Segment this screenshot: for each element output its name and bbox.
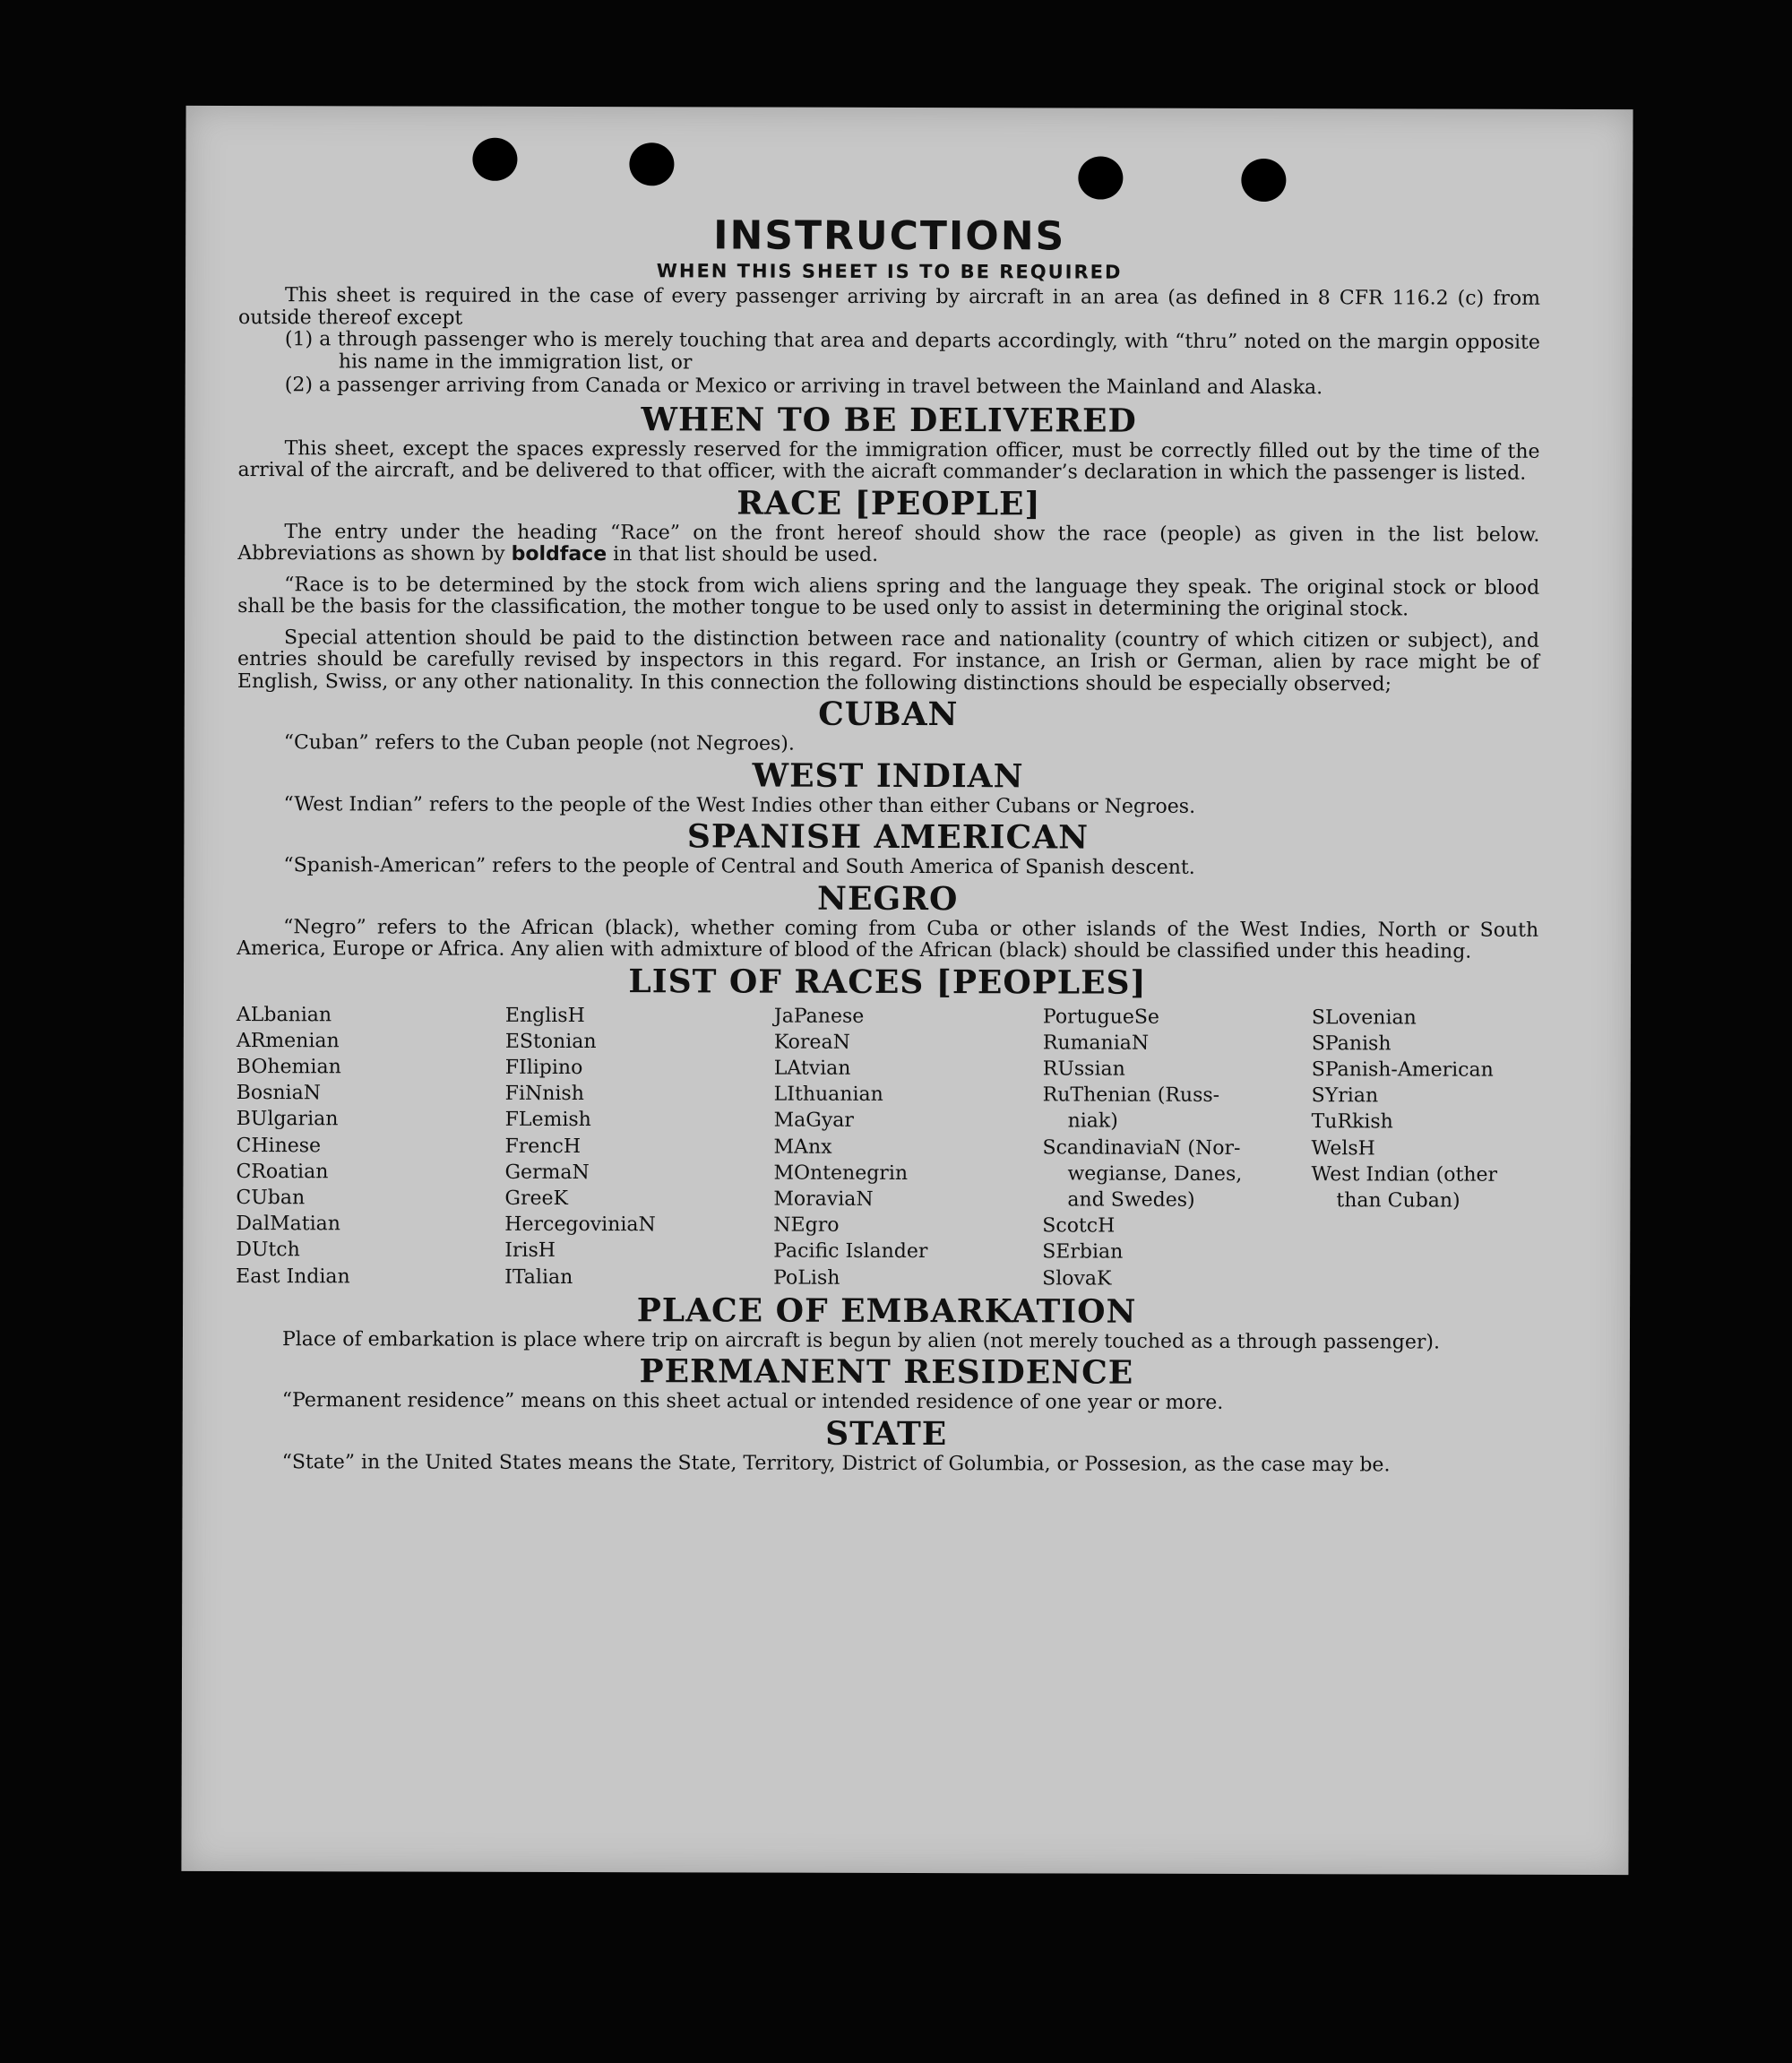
intro-paragraph: This sheet is required in the case of every passenger arriving by aircraft in an area (as defined in 8 CFR 116.2 (c) from outside thereof except [237, 284, 1541, 330]
race-entry: CHinese [236, 1134, 322, 1157]
race-entry: MAnx [773, 1135, 832, 1159]
permanent-residence-text: “Permanent residence” means on this sheet actual or intended residence of one year or more. [281, 1389, 1224, 1415]
race-entry: MOntenegrin [773, 1161, 909, 1185]
race-entry: SErbian [1042, 1240, 1124, 1264]
west-indian-text: “West Indian” refers to the people of the West Indies other than either Cubans or Negroes. [283, 792, 1196, 818]
race-entry: West Indian (other [1311, 1162, 1498, 1187]
race-entry: TuRkish [1311, 1110, 1393, 1134]
when-delivered-text: This sheet, except the spaces expressly reserved for the immigration officer, must be correctly filled out by the time of the arrival of the aircraft, and be delivered to that officer, with the aicraft commander’s declaration in which the passenger is listed. [237, 436, 1540, 485]
exception-number: (2) [284, 374, 313, 397]
race-entry: RUssian [1042, 1057, 1125, 1081]
exception-text: a passenger arriving from Canada or Mexico or arriving in travel between the Mainland and Alaska. [318, 374, 1323, 400]
section-heading-permanent-residence: PERMANENT RESIDENCE [639, 1352, 1134, 1392]
race-entry: GreeK [504, 1187, 569, 1210]
section-heading-spanish-american: SPANISH AMERICAN [686, 817, 1090, 857]
race-entry: DalMatian [236, 1213, 340, 1236]
race-entry: BosniaN [236, 1082, 322, 1105]
race-p1-text: The entry under the heading “Race” on the front hereof should show the race (people) as given in the list below. Abbreviations as shown by [237, 520, 1540, 565]
race-entry: SPanish [1311, 1032, 1391, 1056]
races-list [236, 1002, 1538, 1293]
section-heading-negro: NEGRO [817, 879, 959, 918]
exception-number: (1) [284, 328, 314, 351]
race-entry: CUban [236, 1186, 306, 1210]
race-entry: RumaniaN [1042, 1032, 1150, 1055]
race-entry: wegianse, Danes, [1067, 1162, 1243, 1186]
race-entry: ScandinaviaN (Nor- [1042, 1135, 1241, 1160]
exception-item [284, 374, 1540, 400]
race-entry: than Cuban) [1336, 1189, 1460, 1213]
race-entry: SlovaK [1042, 1266, 1112, 1290]
races-column [773, 1003, 1043, 1291]
punch-hole [629, 142, 674, 186]
section-heading-embarkation: PLACE OF EMBARKATION [636, 1290, 1137, 1331]
race-entry: MoraviaN [773, 1187, 874, 1211]
spanish-american-text: “Spanish-American” refers to the people of Central and South America of Spanish descent. [283, 854, 1195, 879]
race-entry: HercegoviniaN [504, 1213, 656, 1237]
section-heading-when-delivered: WHEN TO BE DELIVERED [641, 400, 1137, 440]
race-entry: Pacific Islander [773, 1239, 928, 1264]
race-entry: MaGyar [773, 1109, 854, 1133]
race-entry: PoLish [773, 1266, 840, 1290]
race-paragraph-2: “Race is to be determined by the stock from wich aliens spring and the language they speak. The original stock or blood shall be the basis for the classification, the mother tongue to be used only to assist in determining the original stock. [237, 573, 1540, 621]
races-column [1042, 1004, 1312, 1292]
races-column [504, 1002, 774, 1290]
race-entry: GermaN [504, 1161, 590, 1184]
race-p1-text-end: in that list should be used. [613, 543, 879, 566]
races-column [236, 1002, 505, 1290]
race-entry: LAtvian [773, 1057, 851, 1080]
exception-text: a through passenger who is merely touching that area and departs accordingly, with “thru” noted on the margin opposite his name in the immigration list, or [319, 328, 1540, 374]
document-sheet [181, 106, 1633, 1875]
race-entry: SLovenian [1311, 1006, 1417, 1029]
negro-text: “Negro” refers to the African (black), whether coming from Cuba or other islands of the West Indies, North or South America, Europe or Africa. Any alien with admixture of blood of the African (black) should be classified under this heading. [237, 915, 1539, 963]
race-entry: FiNnish [504, 1082, 584, 1106]
section-heading-race: RACE [PEOPLE] [737, 484, 1041, 522]
race-entry: and Swedes) [1067, 1188, 1195, 1212]
page-title: INSTRUCTIONS [713, 212, 1066, 260]
race-entry: BUlgarian [236, 1108, 339, 1131]
race-entry: KoreaN [773, 1031, 850, 1054]
cuban-text: “Cuban” refers to the Cuban people (not Negroes). [283, 731, 795, 755]
race-entry: NEgro [773, 1213, 840, 1237]
race-entry: IrisH [504, 1239, 556, 1263]
embarkation-text: Place of embarkation is place where trip on aircraft is begun by alien (not merely touched as a through passenger). [281, 1327, 1441, 1354]
punch-hole [1078, 156, 1123, 199]
race-entry: FrencH [504, 1135, 582, 1158]
race-p1-bold: boldface [511, 542, 607, 566]
punch-hole [1241, 159, 1286, 202]
race-paragraph-1 [237, 522, 1539, 569]
section-heading-cuban: CUBAN [818, 695, 959, 734]
state-text: “State” in the United States means the State, Territory, District of Golumbia, or Possesion, as the case may be. [281, 1450, 1391, 1477]
document-body [236, 213, 1541, 1477]
race-entry: RuThenian (Russ- [1042, 1083, 1220, 1108]
race-entry: ITalian [504, 1265, 573, 1289]
race-entry: ARmenian [236, 1029, 340, 1053]
punch-hole [472, 138, 517, 181]
race-entry: SPanish-American [1311, 1058, 1494, 1082]
race-entry: DUtch [236, 1239, 300, 1262]
race-entry: EStonian [504, 1030, 597, 1053]
race-paragraph-3: Special attention should be paid to the distinction between race and nationality (country of which citizen or subject), and entries should be carefully revised by inspectors in this regard. For instance, an Irish or German, alien by race might be of English, Swiss, or any other nationality. In this connection the following distinctions should be especially observed; [237, 626, 1540, 695]
race-entry: CRoatian [236, 1160, 329, 1184]
page-subtitle: WHEN THIS SHEET IS TO BE REQUIRED [656, 260, 1123, 283]
race-entry: PortugueSe [1042, 1005, 1160, 1029]
section-heading-list-of-races: LIST OF RACES [PEOPLES] [628, 962, 1147, 1002]
race-entry: FIlipino [504, 1056, 583, 1079]
race-entry: East Indian [236, 1265, 350, 1288]
race-entry: WelsH [1311, 1136, 1375, 1160]
race-entry: ScotcH [1042, 1214, 1116, 1238]
race-entry: SYrian [1311, 1084, 1379, 1108]
race-entry: FLemish [504, 1109, 591, 1132]
race-entry: LIthuanian [773, 1083, 883, 1107]
exception-item [284, 328, 1540, 376]
race-entry: JaPanese [773, 1005, 865, 1028]
race-entry: EnglisH [504, 1004, 585, 1027]
race-entry: ALbanian [236, 1003, 332, 1026]
section-heading-state: STATE [825, 1414, 948, 1453]
race-entry: niak) [1067, 1109, 1118, 1133]
races-column [1311, 1005, 1538, 1293]
race-entry: BOhemian [236, 1055, 341, 1079]
section-heading-west-indian: WEST INDIAN [752, 756, 1024, 795]
